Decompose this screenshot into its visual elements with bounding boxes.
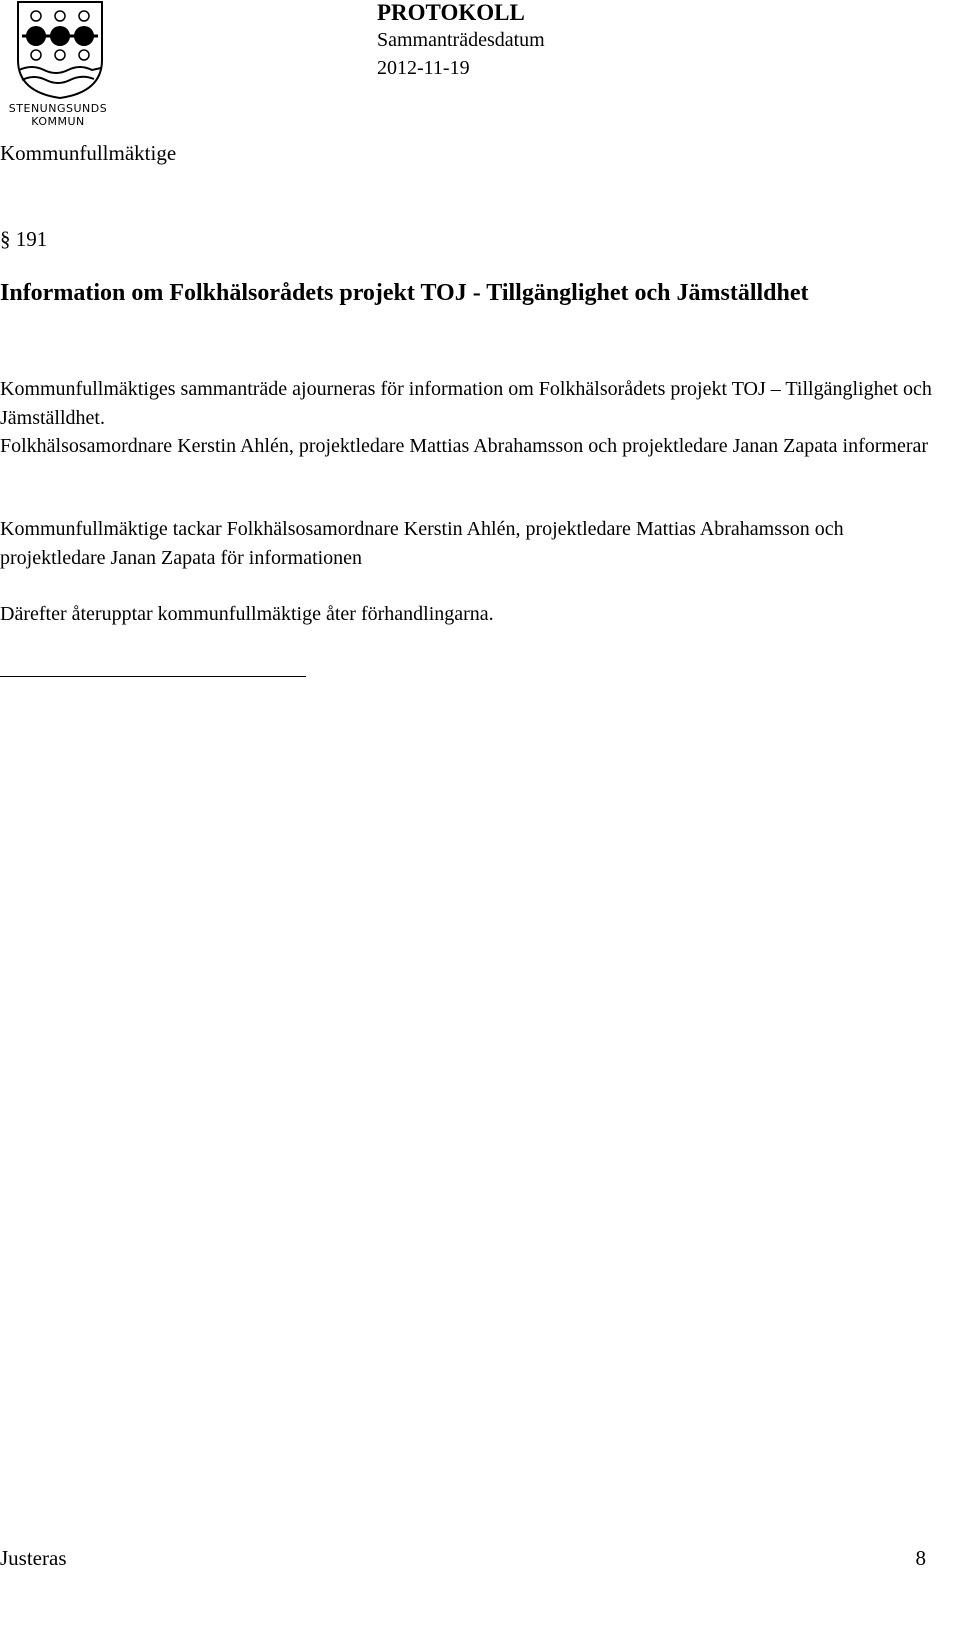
body-paragraph-2: Folkhälsosamordnare Kerstin Ahlén, projektledare Mattias Abrahamsson och projektledare Janan Zapata informerar [0, 435, 929, 457]
body-paragraph-4: Därefter återupptar kommunfullmäktige åter förhandlingarna. [0, 603, 494, 625]
paragraph-number: § 191 [0, 227, 48, 251]
body-paragraph-3: Kommunfullmäktige tackar Folkhälsosamordnare Kerstin Ahlén, projektledare Mattias Abrahamsson och projektledare Janan Zapata för informationen [0, 518, 844, 569]
footer-justeras: Justeras [0, 1546, 67, 1570]
document-title: PROTOKOLL [377, 0, 525, 25]
page-number: 8 [915, 1546, 926, 1570]
date-label: Sammanträdesdatum [377, 29, 545, 51]
meeting-date: 2012-11-19 [377, 57, 470, 79]
logo-text-line1: STENUNGSUNDS [8, 102, 108, 115]
document-header [377, 0, 545, 82]
logo-text-line2: KOMMUN [31, 115, 85, 128]
organ-name: Kommunfullmäktige [0, 141, 177, 165]
signature-line [0, 676, 306, 677]
section-heading: Information om Folkhälsorådets projekt TOJ - Tillgänglighet och Jämställdhet [0, 280, 809, 306]
body-paragraph-1: Kommunfullmäktiges sammanträde ajourneras för information om Folkhälsorådets projekt TOJ – Tillgänglighet och Jämställdhet. [0, 378, 932, 429]
